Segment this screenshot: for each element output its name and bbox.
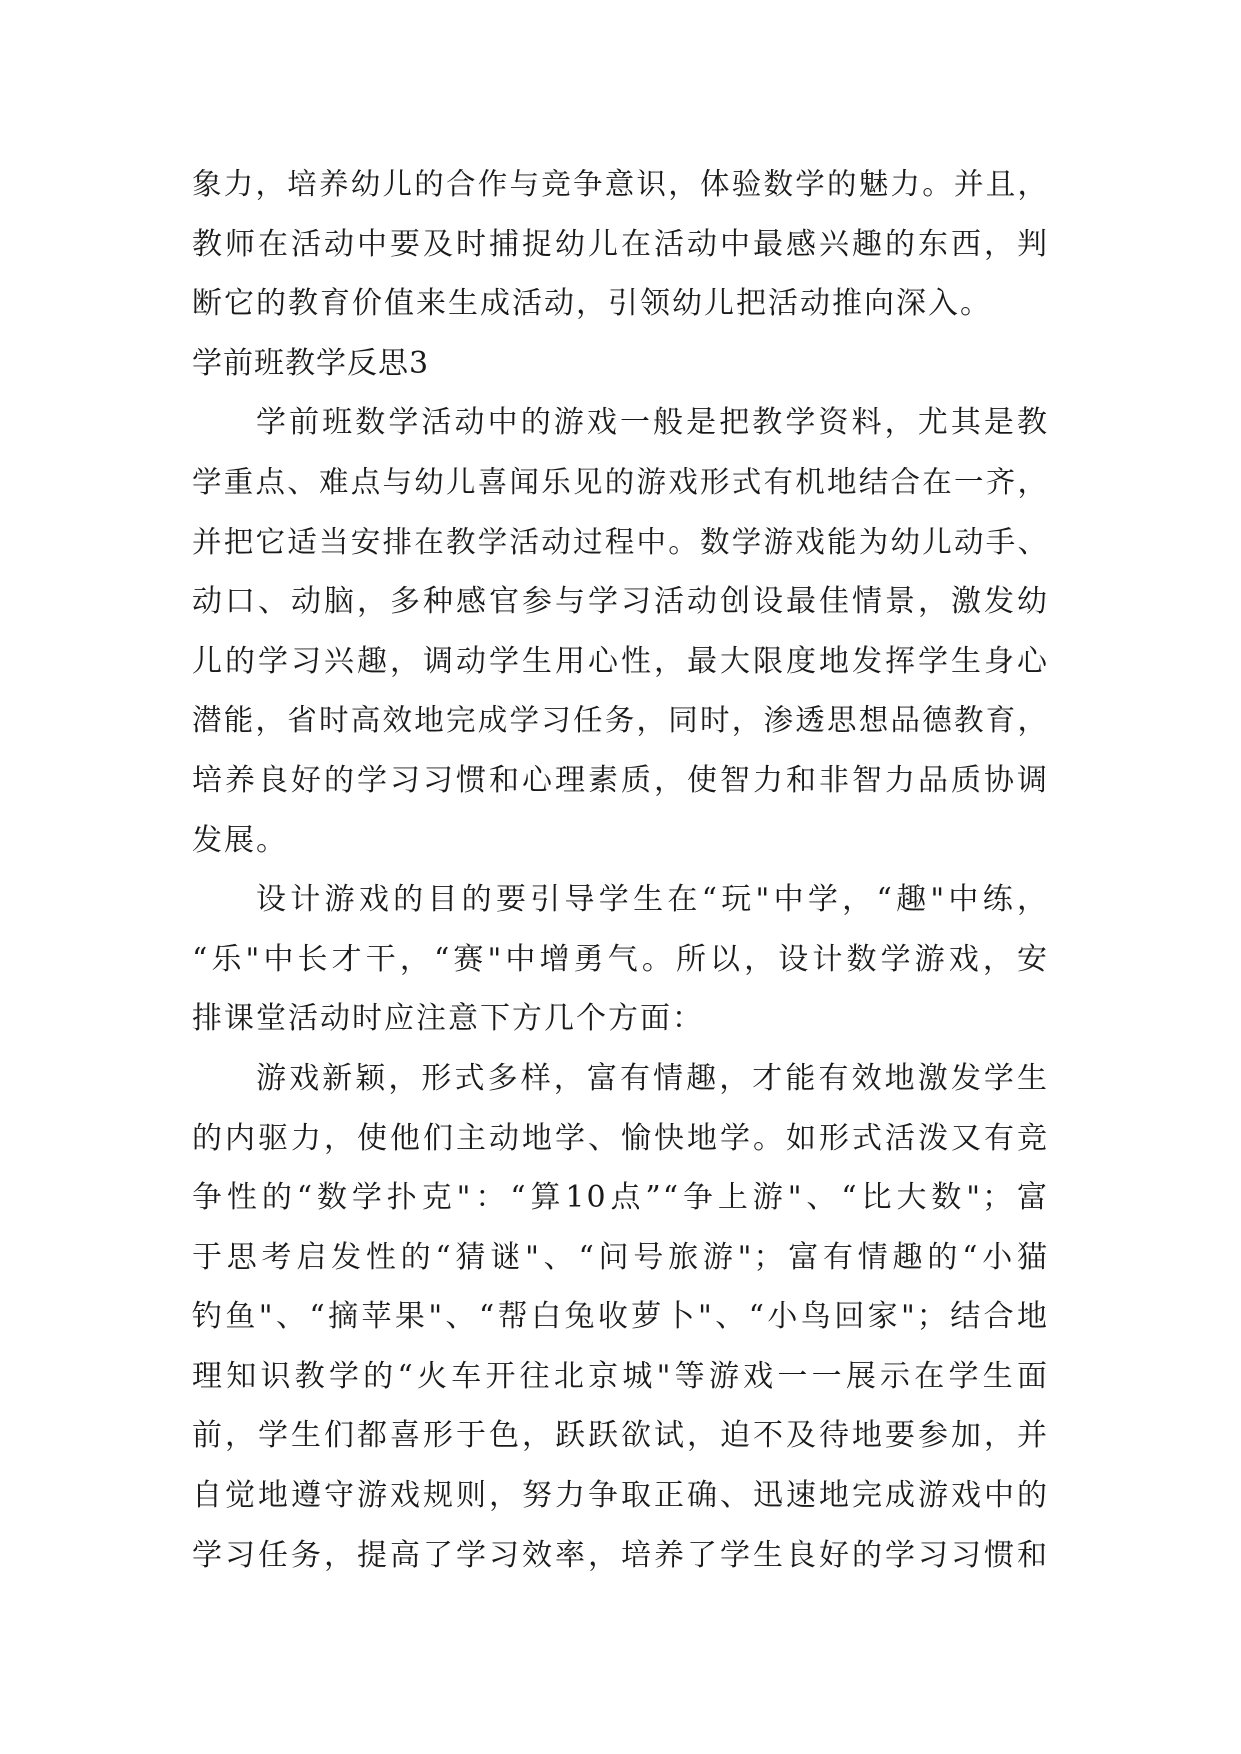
text-line: 断它的教育价值来生成活动，引领幼儿把活动推向深入。 <box>192 286 992 322</box>
text-line: 教师在活动中要及时捕捉幼儿在活动中最感兴趣的东西，判 <box>192 226 1049 262</box>
text-line: 理知识教学的“火车开往北京城"等游戏一一展示在学生面 <box>192 1358 1049 1394</box>
text-line: 并把它适当安排在教学活动过程中。数学游戏能为幼儿动手、 <box>192 524 1049 559</box>
paragraph-first-line: 学前班数学活动中的游戏一般是把教学资料，尤其是教 <box>256 405 1049 441</box>
text-line: 培养良好的学习习惯和心理素质，使智力和非智力品质协调 <box>192 762 1049 798</box>
text-line: 前，学生们都喜形于色，跃跃欲试，迫不及待地要参加，并 <box>192 1418 1049 1454</box>
text-line: 象力，培养幼儿的合作与竞争意识，体验数学的魅力。并且， <box>192 167 1049 201</box>
text-line: 排课堂活动时应注意下方几个方面： <box>192 1001 704 1037</box>
text-line: “乐"中长才干，“赛"中增勇气。所以，设计数学游戏，安 <box>192 941 1049 977</box>
text-line: 动口、动脑，多种感官参与学习活动创设最佳情景，激发幼 <box>192 584 1049 620</box>
section-heading: 学前班教学反思3 <box>192 345 430 381</box>
text-line: 潜能，省时高效地完成学习任务，同时，渗透思想品德教育， <box>192 703 1049 738</box>
text-line: 钓鱼"、“摘苹果"、“帮白兔收萝卜"、“小鸟回家"；结合地 <box>192 1299 1049 1335</box>
text-line: 于思考启发性的“猜谜"、“问号旅游"；富有情趣的“小猫 <box>192 1239 1049 1275</box>
text-line: 的内驱力，使他们主动地学、愉快地学。如形式活泼又有竞 <box>192 1120 1049 1156</box>
paragraph-first-line: 游戏新颖，形式多样，富有情趣，才能有效地激发学生 <box>256 1060 1049 1096</box>
text-line: 儿的学习兴趣，调动学生用心性，最大限度地发挥学生身心 <box>192 643 1049 679</box>
document-body <box>192 155 1049 1585</box>
paragraph-first-line: 设计游戏的目的要引导学生在“玩"中学，“趣"中练， <box>256 882 1049 918</box>
text-line: 学重点、难点与幼儿喜闻乐见的游戏形式有机地结合在一齐， <box>192 464 1049 499</box>
text-line: 学习任务，提高了学习效率，培养了学生良好的学习习惯和 <box>192 1537 1049 1573</box>
text-line: 自觉地遵守游戏规则，努力争取正确、迅速地完成游戏中的 <box>192 1478 1049 1514</box>
text-line: 发展。 <box>192 822 288 858</box>
text-line: 争性的“数学扑克"：“算10点”“争上游"、“比大数"；富 <box>192 1180 1049 1216</box>
